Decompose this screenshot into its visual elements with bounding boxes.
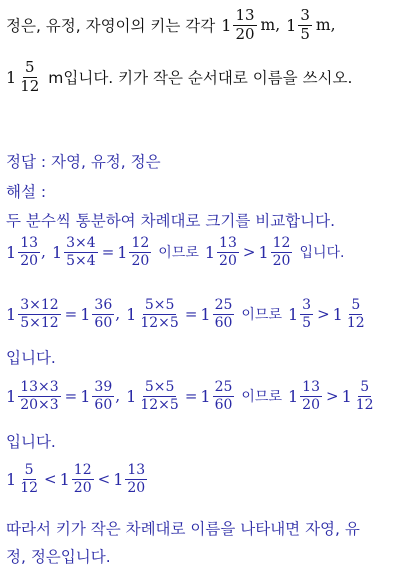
step-1-line: 1 $\frac{13}{20}$ , 1 $\frac{3\times 4}{5\times 4}$ = 1 $\frac{12}{20}$ 이므로 1 $\frac{13}{20}$ > 1 $\frac{12}{20}$ 입니다. — [6, 235, 345, 269]
unit-label: m, — [260, 16, 281, 35]
fraction: $\frac{12}{20}$ — [73, 462, 92, 496]
fraction: $\frac{12}{20}$ — [131, 235, 150, 269]
conclusion-text: 정, 정은입니다. — [6, 548, 111, 566]
step-3-tail-line — [6, 430, 56, 452]
fraction: $\frac{5}{12}$ — [346, 297, 365, 331]
fraction: $\frac{13}{20}$ — [302, 379, 320, 413]
height-1-whole: 1 — [221, 15, 232, 35]
method-text: 두 분수씩 통분하여 차례대로 크기를 비교합니다. — [6, 212, 336, 230]
step-2-line: 1 $\frac{3\times 12}{5\times 12}$ = 1 $\frac{36}{60}$ , 1 $\frac{5\times 5}{12\times 5}$ = 1 $\frac{25}{60}$ 이므로 1 $\frac{3}{5}$ > 1 $\frac{5}{12}$ — [6, 297, 365, 331]
fraction: $\frac{36}{60}$ — [94, 297, 113, 331]
fraction: $\frac{5}{12}$ — [355, 379, 374, 413]
fraction: $\frac{13}{20}$ — [20, 235, 39, 269]
fraction: $\frac{3\times 4}{5\times 4}$ — [66, 235, 96, 269]
fraction: $\frac{13\times 3}{20\times 3}$ — [20, 379, 59, 413]
unit-label: m, — [315, 16, 336, 35]
step-3-tail: 입니다. — [6, 433, 56, 451]
fraction: $\frac{39}{60}$ — [94, 379, 113, 413]
fraction: $\frac{3\times 12}{5\times 12}$ — [20, 297, 59, 331]
answer-label: 정답 : 자영, 유정, 정은 — [6, 153, 161, 171]
height-2-fraction: $\frac{3}{5}$ — [300, 6, 310, 43]
height-1-fraction: $\frac{13}{20}$ — [235, 6, 255, 43]
fraction: $\frac{25}{60}$ — [214, 379, 233, 413]
conclusion-text: 따라서 키가 작은 차례대로 이름을 나타내면 자영, 유 — [6, 520, 360, 538]
method-line — [6, 209, 335, 231]
fraction: $\frac{13}{20}$ — [219, 235, 237, 269]
height-3-fraction: $\frac{5}{12}$ — [20, 58, 40, 95]
height-3-whole: 1 — [6, 67, 17, 87]
conclusion-line-1 — [6, 517, 360, 539]
answer-line — [6, 150, 161, 172]
fraction: $\frac{5}{12}$ — [20, 462, 39, 496]
fraction: $\frac{12}{20}$ — [272, 235, 291, 269]
order-line: 1 $\frac{5}{12}$ < 1 $\frac{12}{20}$ < 1 $\frac{13}{20}$ — [6, 462, 146, 496]
fraction: $\frac{5\times 5}{12\times 5}$ — [140, 379, 179, 413]
question-line-2 — [6, 60, 352, 95]
fraction: $\frac{25}{60}$ — [214, 297, 233, 331]
height-2-whole: 1 — [286, 15, 297, 35]
step-2-tail: 입니다. — [6, 349, 56, 367]
question-line-1 — [6, 8, 336, 43]
explanation-label: 해설 : — [6, 183, 47, 201]
explanation-heading — [6, 180, 46, 202]
step-2-tail-line — [6, 346, 56, 368]
conclusion-line-2 — [6, 545, 111, 567]
fraction: $\frac{5\times 5}{12\times 5}$ — [140, 297, 179, 331]
question-text: 정은, 유정, 자영이의 키는 각각 — [6, 17, 216, 36]
step-3-line: 1 $\frac{13\times 3}{20\times 3}$ = 1 $\frac{39}{60}$ , 1 $\frac{5\times 5}{12\times 5}$ = 1 $\frac{25}{60}$ 이므로 1 $\frac{13}{20}$ > 1 $\frac{5}{12}$ — [6, 379, 374, 413]
fraction: $\frac{3}{5}$ — [302, 297, 312, 331]
fraction: $\frac{13}{20}$ — [127, 462, 146, 496]
question-text: m입니다. 키가 작은 순서대로 이름을 쓰시오. — [48, 69, 353, 88]
